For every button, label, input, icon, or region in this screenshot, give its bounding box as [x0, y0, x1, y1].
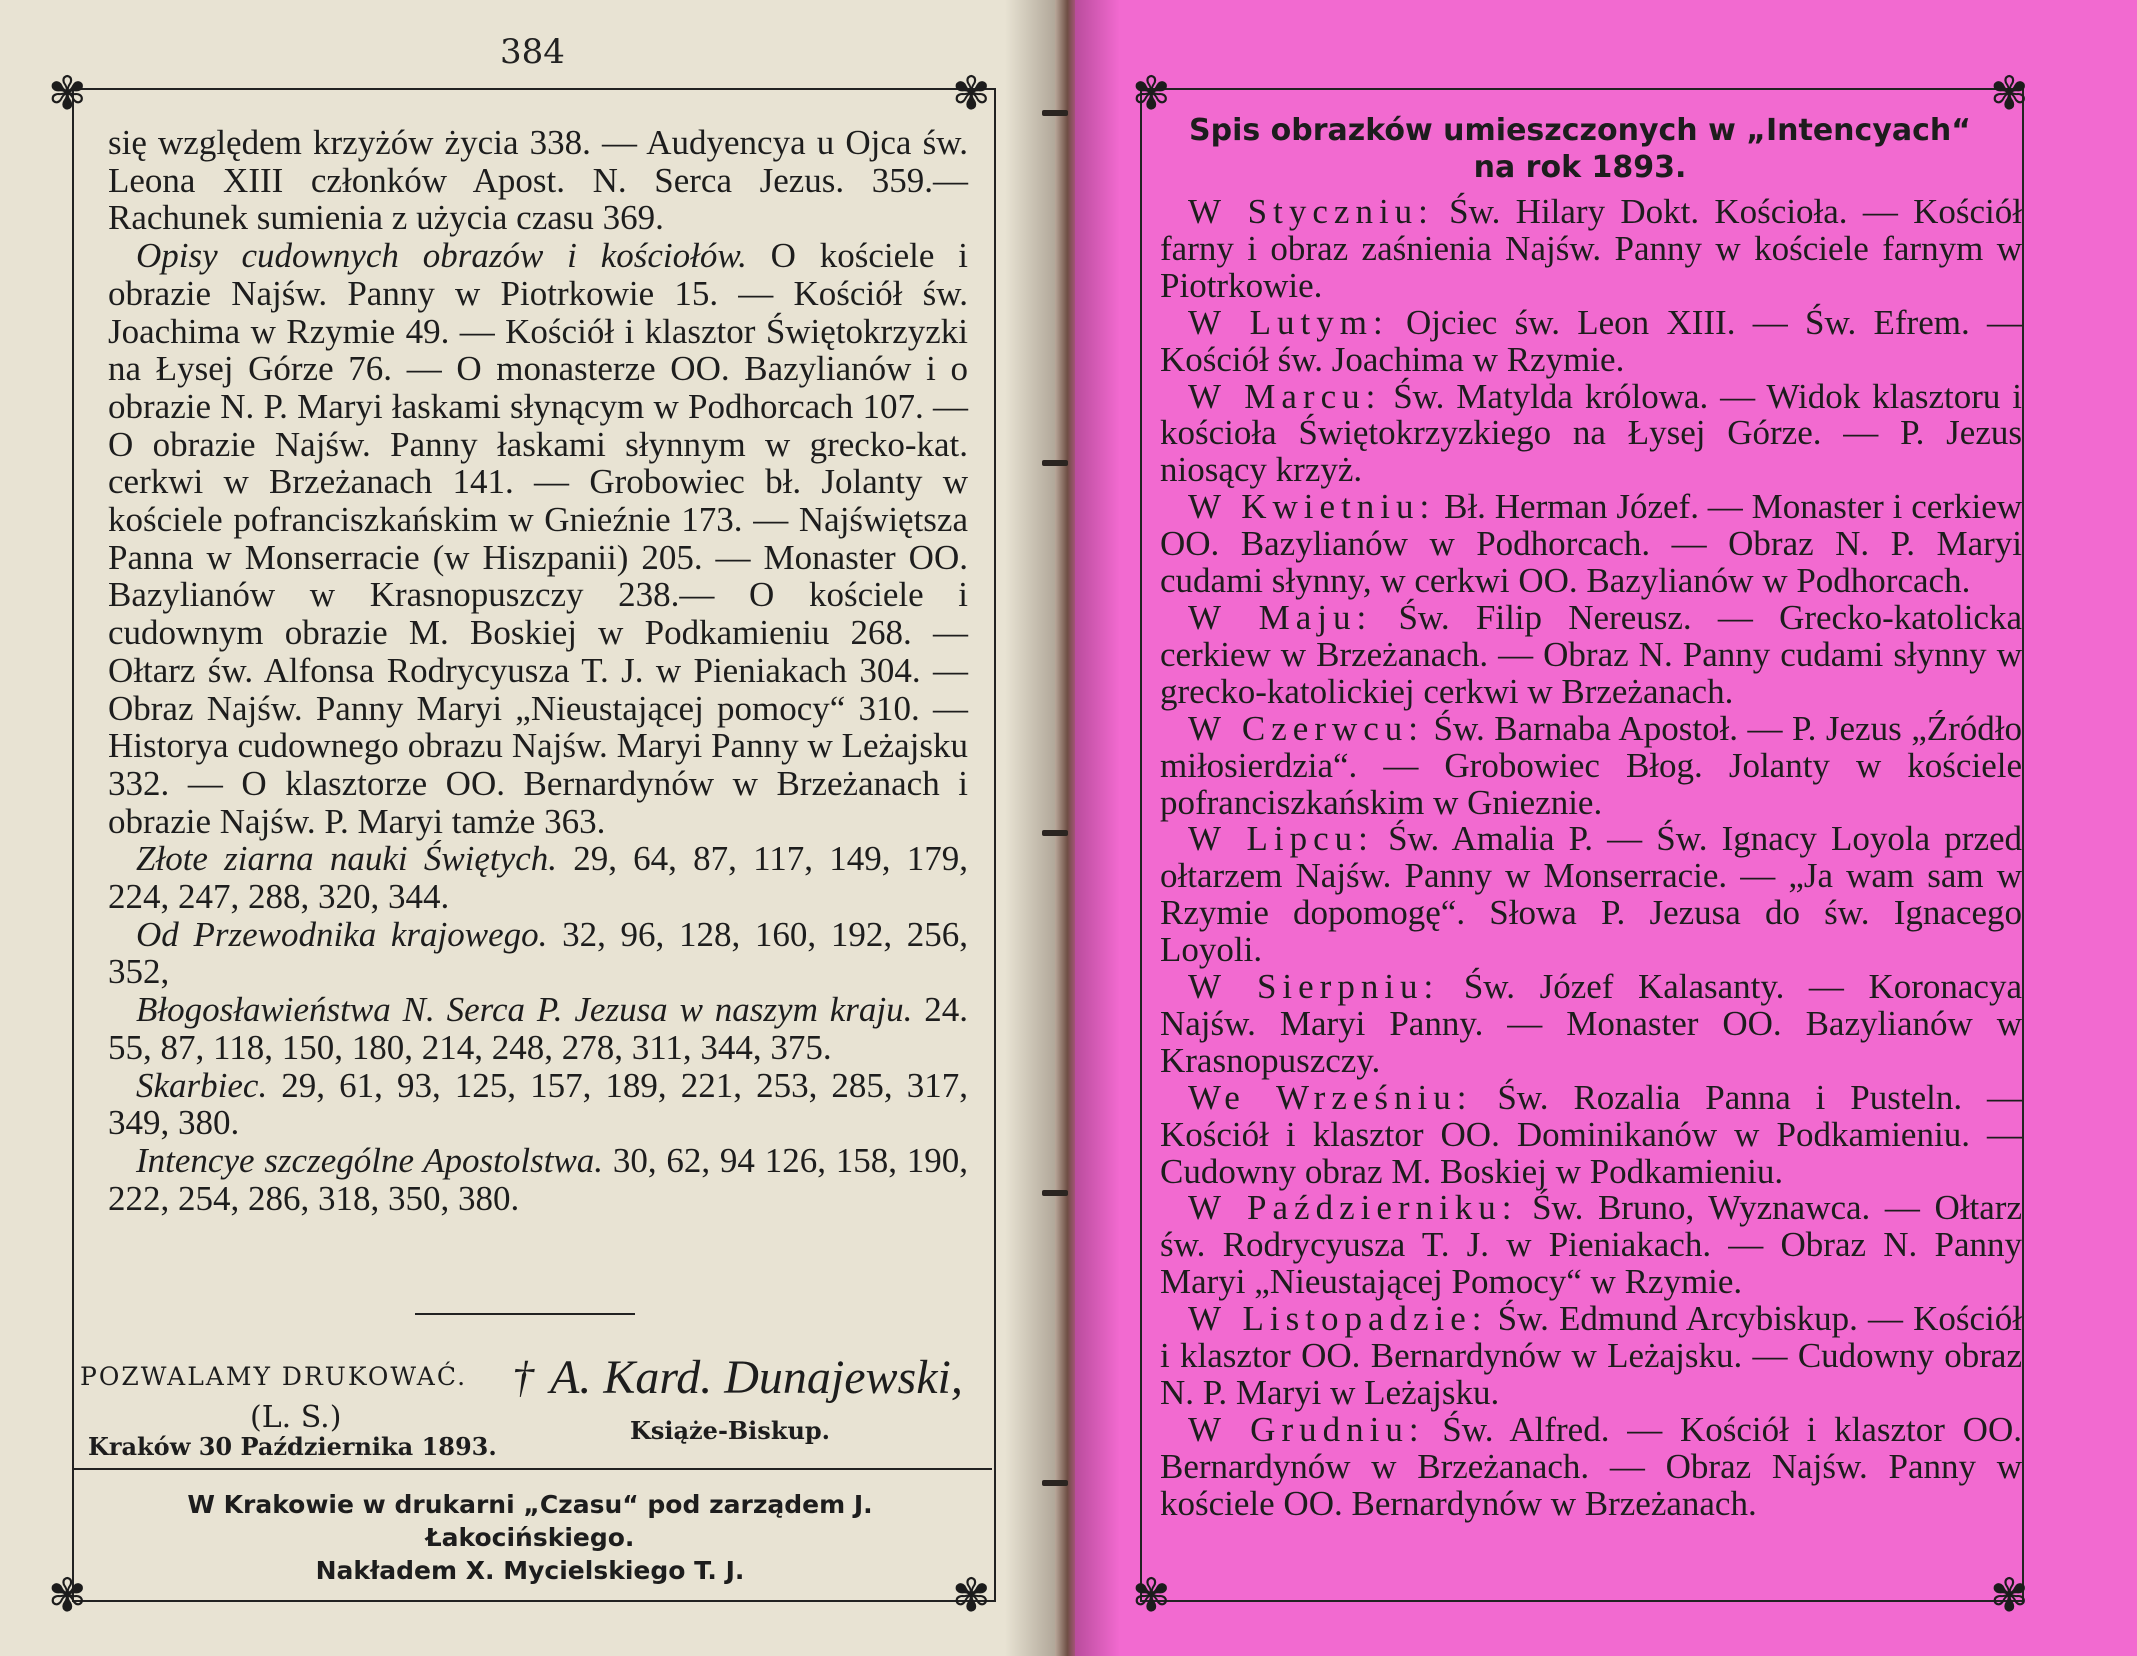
- publisher-line: Nakładem X. Mycielskiego T. J.: [315, 1556, 745, 1585]
- binding-stitch: [1042, 830, 1068, 836]
- corner-ornament-icon: ✾: [48, 66, 87, 120]
- month-text: Ojciec św. Leon XIII. — Św. Efrem. — Kościół św. Joachima w Rzymie.: [1160, 302, 2022, 379]
- index-paragraph: [108, 237, 968, 840]
- month-label: W Lipcu:: [1188, 819, 1374, 859]
- section-text: 30, 62, 94 126, 158, 190, 222, 254, 286, 318, 350, 380.: [108, 1140, 969, 1218]
- section-heading: Złote ziarna nauki Świętych.: [136, 839, 557, 879]
- month-text: Św. Barnaba Apostoł. — P. Jezus „Źródło miłosierdzia“. — Grobowiec Błog. Jolanty w kościele pofranciszkańskim w Gnieznie.: [1160, 708, 2022, 822]
- bishop-signature: A. Kard. Dunajewski,: [550, 1351, 963, 1404]
- corner-ornament-icon: ✾: [1990, 66, 2029, 120]
- month-entry: [1160, 489, 2022, 600]
- month-text: Św. Edmund Arcybiskup. — Kościół i klasztor OO. Bernardynów w Leżajsku. — Cudowny obraz N. P. Maryi w Leżajsku.: [1160, 1299, 2022, 1412]
- corner-ornament-icon: ✾: [1990, 1568, 2029, 1622]
- section-text: 24. 55, 87, 118, 150, 180, 214, 248, 278, 311, 344, 375.: [108, 990, 969, 1067]
- month-text: Św. Józef Kalasanty. — Koronacya Najśw. Maryi Panny. — Monaster OO. Bazylianów w Krasnopuszczy.: [1160, 967, 2023, 1080]
- section-heading: Skarbiec.: [136, 1065, 268, 1105]
- binding-stitch: [1042, 1190, 1068, 1196]
- corner-ornament-icon: ✾: [952, 66, 991, 120]
- printer-info: [80, 1488, 980, 1587]
- index-paragraph: [108, 1067, 968, 1142]
- imprimatur-permit: POZWALAMY DRUKOWAĆ.: [80, 1362, 468, 1391]
- corner-ornament-icon: ✾: [48, 1568, 87, 1622]
- imprimatur: [80, 1350, 980, 1470]
- month-entry: [1160, 1190, 2022, 1301]
- month-label: W Lutym:: [1188, 302, 1389, 342]
- section-text: 29, 61, 93, 125, 157, 189, 221, 253, 285, 317, 349, 380.: [108, 1065, 968, 1143]
- section-heading: Intencye szczególne Apostolstwa.: [136, 1140, 604, 1180]
- month-label: W Maju:: [1188, 597, 1373, 637]
- month-label: W Kwietniu:: [1188, 487, 1436, 527]
- month-text: Bł. Herman Józef. — Monaster i cerkiew OO. Bazylianów w Podhorcach. — Obraz N. P. Maryi cudami słynny, w cerkwi OO. Bazylianów w Podhorcach.: [1160, 487, 2023, 601]
- imprimatur-date: Kraków 30 Października 1893.: [88, 1432, 497, 1461]
- month-label: W Marcu:: [1188, 376, 1382, 416]
- corner-ornament-icon: ✾: [1132, 1568, 1171, 1622]
- page-title: [1160, 112, 2000, 186]
- month-label: W Czerwcu:: [1188, 708, 1425, 748]
- month-entry: [1160, 1077, 2022, 1191]
- section-heading: Od Przewodnika krajowego.: [136, 914, 548, 954]
- month-entry: [1160, 376, 2022, 490]
- month-entry: [1160, 821, 2022, 969]
- month-text: Św. Alfred. — Kościół i klasztor OO. Bernardynów w Brzeżanach. — Obraz Najśw. Panny w kościele OO. Bernardynów w Brzeżanach.: [1160, 1409, 2022, 1523]
- month-text: Św. Filip Nereusz. — Grecko-katolicka cerkiew w Brzeżanach. — Obraz N. Panny cudami słynny w grecko-katolickiej cerkwi w Brzeżanach.: [1160, 597, 2022, 711]
- index-paragraph: [108, 1142, 968, 1217]
- section-text: O kościele i obrazie Najśw. Panny w Piotrkowie 15. — Kościół św. Joachima w Rzymie 49. — Kościół i klasztor Świętokrzyzki na Łysej Górze 76. — O monasterze OO. Bazylianów i o obrazie N. P. Maryi łaskami słynącym w Podhorcach 107. — O obrazie Najśw. Panny łaskami słynnym w grecko-kat. cerkwi w Brzeżanach 141. — Grobowiec bł. Jolanty w kościele pofranciszkańskim w Gnieźnie 173. — Najświętsza Panna w Monserracie (w Hiszpanii) 205. — Monaster OO. Bazylianów w Krasnopuszczy 238.— O kościele i cudownym obrazie M. Boskiej w Podkamieniu 268. — Ołtarz św. Alfonsa Rodrycyusza T. J. w Pieniakach 304. — Obraz Najśw. Panny Maryi „Nieustającej pomocy“ 310. — Historya cudownego obrazu Najśw. Maryi Panny w Leżajsku 332. — O klasztorze OO. Bernardynów w Brzeżanach i obrazie Najśw. P. Maryi tamże 363.: [108, 236, 968, 841]
- divider: [415, 1313, 635, 1315]
- index-paragraph: [108, 991, 968, 1066]
- month-entry: [1160, 1301, 2022, 1412]
- index-paragraph: [108, 916, 968, 991]
- month-entry: [1160, 1409, 2022, 1523]
- cross-icon: †: [512, 1353, 534, 1402]
- month-text: Św. Rozalia Panna i Pusteln. — Kościół i klasztor OO. Dominikanów w Podkamieniu. — Cudowny obraz M. Boskiej w Podkamieniu.: [1160, 1077, 2022, 1191]
- section-heading: Opisy cudownych obrazów i kościołów.: [136, 236, 747, 276]
- index-paragraph: się względem krzyżów życia 338. — Audyencya u Ojca św. Leona XIII członków Apost. N. Serca Jezus. 359.—Rachunek sumienia z użycia czasu 369.: [108, 123, 968, 238]
- month-label: We Wrześniu:: [1188, 1077, 1473, 1117]
- divider: [72, 1468, 992, 1470]
- section-text: 32, 96, 128, 160, 192, 256, 352,: [108, 914, 969, 992]
- month-entry: [1160, 597, 2022, 711]
- month-text: Św. Bruno, Wyznawca. — Ołtarz św. Rodrycyusza T. J. w Pieniakach. — Obraz N. Panny Maryi „Nieustającej Pomocy“ w Rzymie.: [1160, 1188, 2022, 1302]
- month-entry: [1160, 302, 2022, 379]
- seal-mark: (L. S.): [250, 1400, 342, 1435]
- page-title-line: Spis obrazków umieszczonych w „Intencyach“: [1189, 113, 1971, 148]
- month-text: Św. Amalia P. — Św. Ignacy Loyola przed ołtarzem Najśw. Panny w Monserracie. — „Ja wam sam w Rzymie dopomogę“. Słowa P. Jezusa do św. Ignacego Loyoli.: [1160, 819, 2023, 970]
- picture-list: [1160, 194, 2022, 1523]
- month-label: W Październiku:: [1188, 1188, 1518, 1228]
- month-label: W Listopadzie:: [1188, 1299, 1488, 1339]
- corner-ornament-icon: ✾: [952, 1568, 991, 1622]
- section-text: 29, 64, 87, 117, 149, 179, 224, 247, 288, 320, 344.: [108, 839, 968, 917]
- printer-line: W Krakowie w drukarni „Czasu“ pod zarządem J. Łakocińskiego.: [187, 1490, 873, 1552]
- month-text: Św. Matylda królowa. — Widok klasztoru i kościoła Świętokrzyzkiego na Łysej Górze. — P. Jezus niosący krzyż.: [1160, 376, 2022, 490]
- page-number: 384: [500, 32, 565, 72]
- index-text: [108, 124, 968, 1217]
- month-label: W Styczniu:: [1188, 192, 1434, 231]
- month-entry: [1160, 969, 2022, 1080]
- index-paragraph: [108, 840, 968, 915]
- binding-stitch: [1042, 1480, 1068, 1486]
- month-label: W Grudniu:: [1188, 1409, 1425, 1449]
- month-entry: [1160, 194, 2022, 305]
- bishop-title: Książe-Biskup.: [630, 1416, 831, 1445]
- corner-ornament-icon: ✾: [1132, 66, 1171, 120]
- month-label: W Sierpniu:: [1188, 967, 1440, 1007]
- binding-stitch: [1042, 460, 1068, 466]
- page-title-year: na rok 1893.: [1473, 150, 1687, 185]
- month-text: Św. Hilary Dokt. Kościoła. — Kościół farny i obraz zaśnienia Najśw. Panny w kościele farnym w Piotrkowie.: [1160, 192, 2022, 305]
- month-entry: [1160, 708, 2022, 822]
- binding-stitch: [1042, 110, 1068, 116]
- section-heading: Błogosławieństwa N. Serca P. Jezusa w naszym kraju.: [136, 990, 913, 1030]
